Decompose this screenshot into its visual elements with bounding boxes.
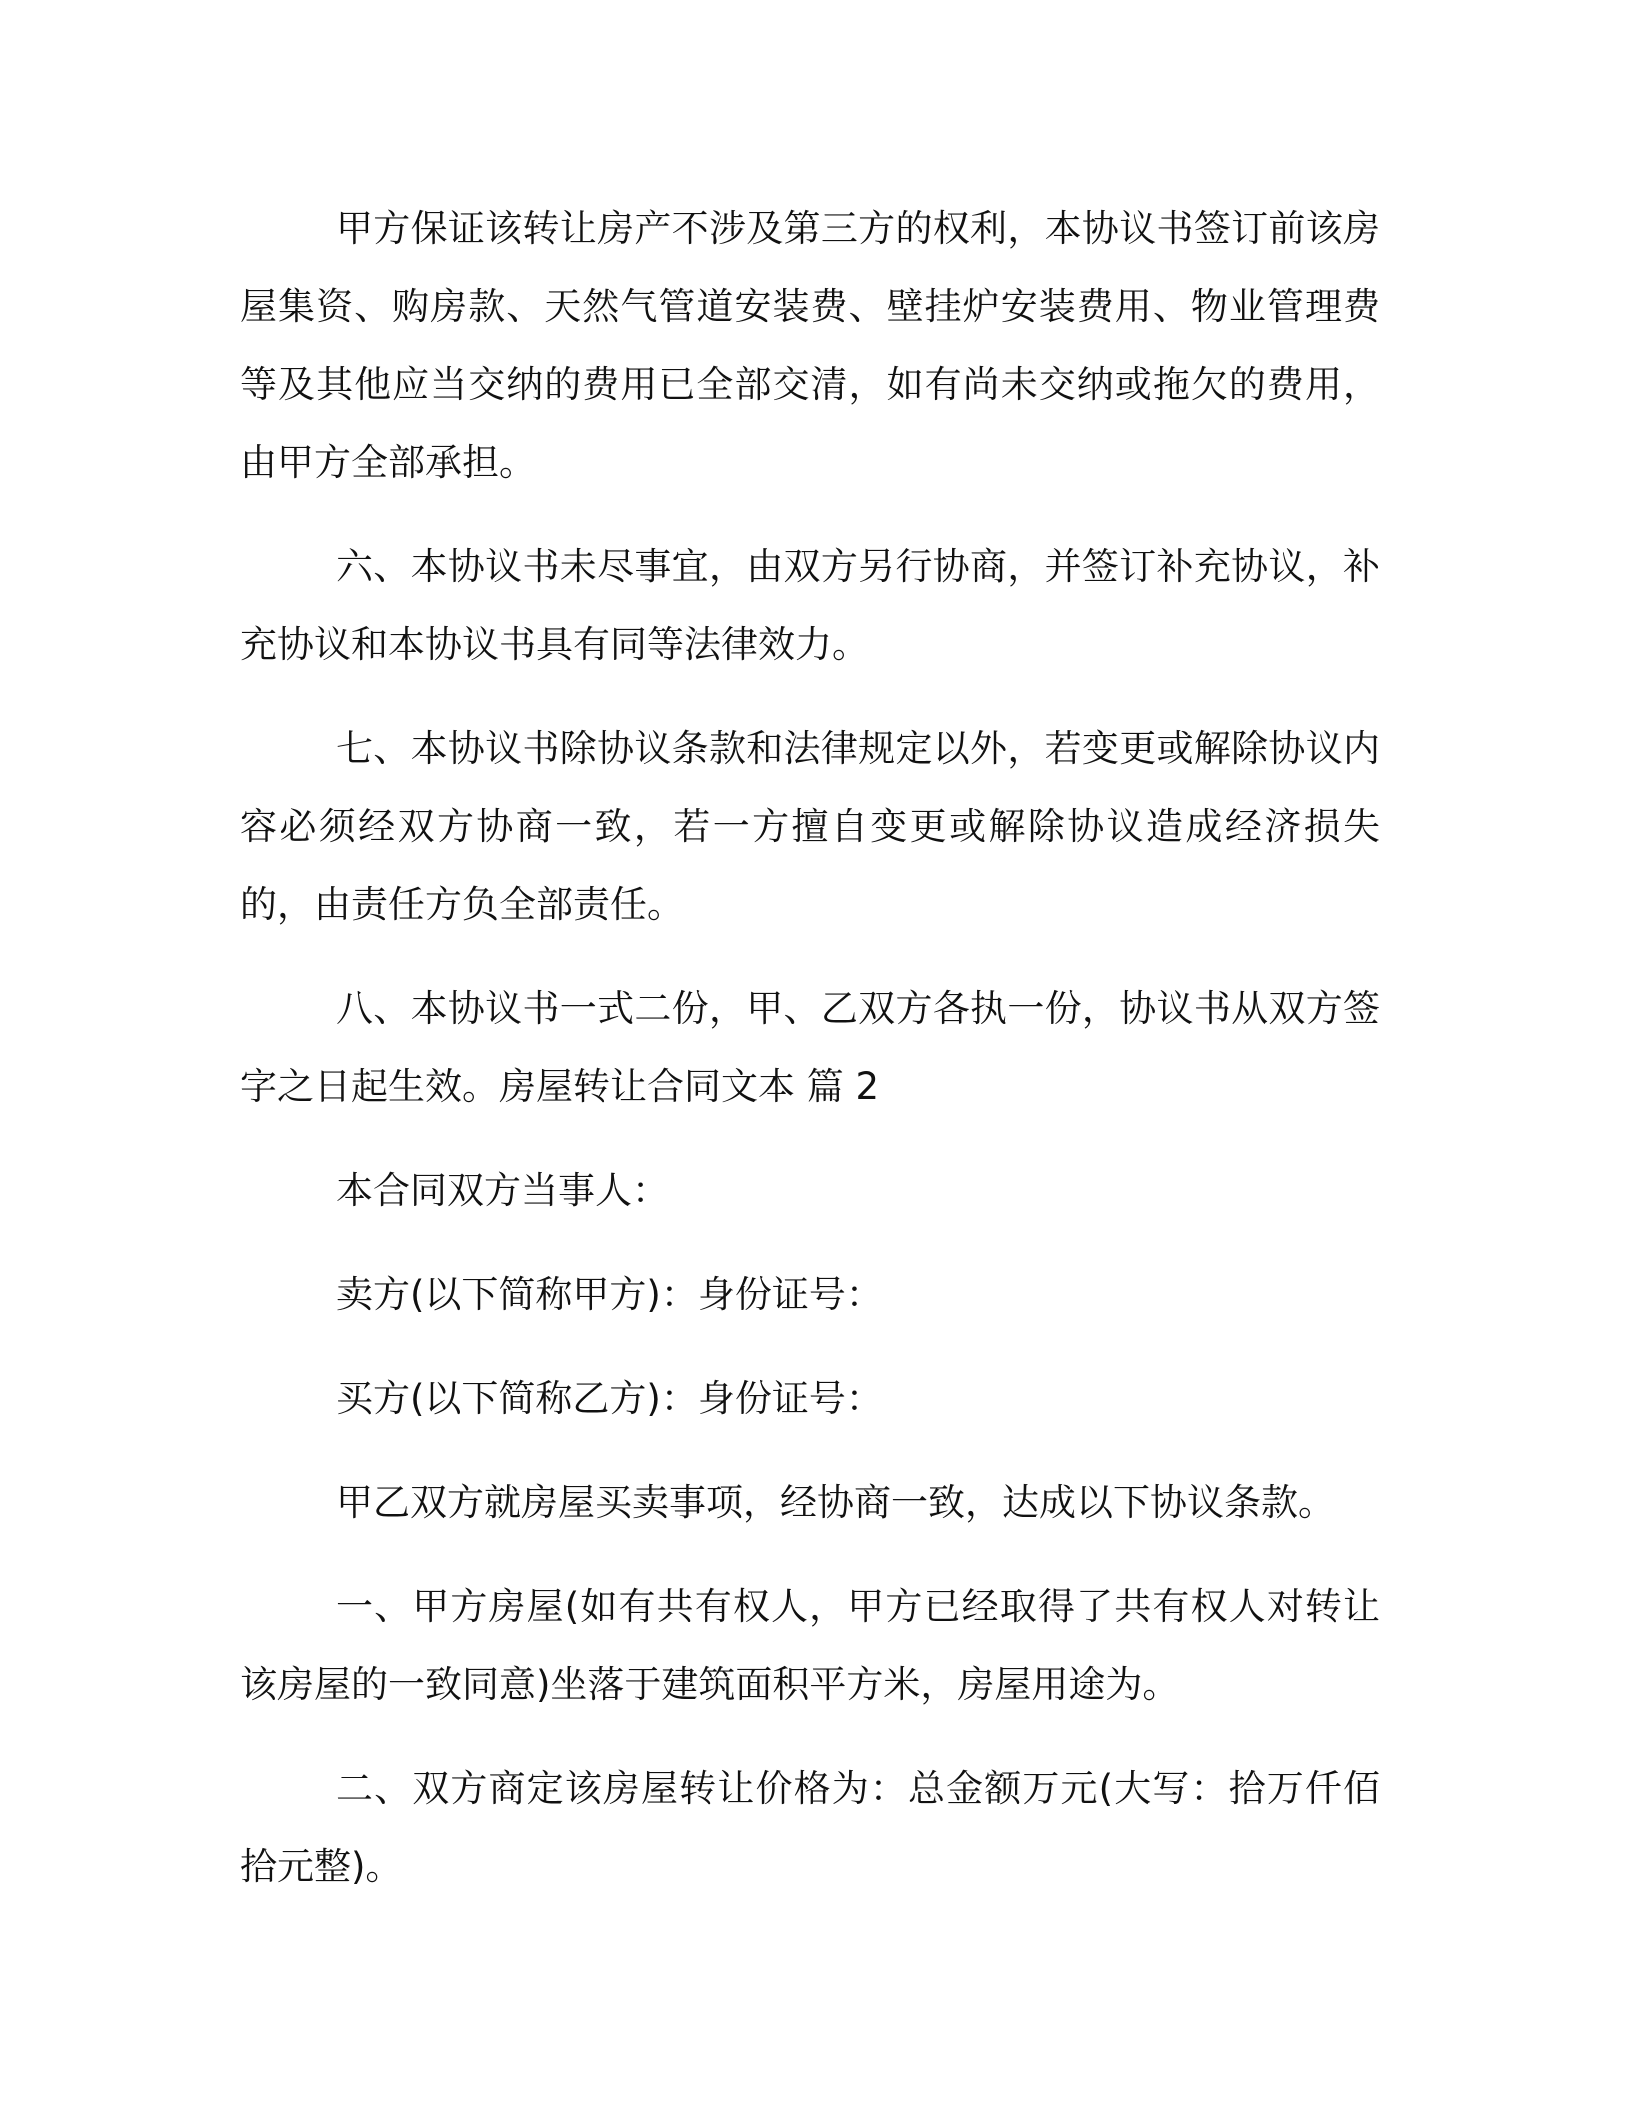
paragraph-seller: 卖方(以下简称甲方)：身份证号： bbox=[336, 1273, 883, 1316]
paragraph-clause-eight: 八、本协议书一式二份，甲、乙双方各执一份，协议书从双方签字之日起生效。房屋转让合同文本 篇 2 bbox=[240, 987, 1380, 1108]
paragraph-buyer: 买方(以下简称乙方)：身份证号： bbox=[336, 1377, 883, 1420]
paragraph-clause-seven: 七、本协议书除协议条款和法律规定以外，若变更或解除协议内容必须经双方协商一致，若一方擅自变更或解除协议造成经济损失的，由责任方负全部责任。 bbox=[240, 727, 1380, 926]
paragraph-clause-six: 六、本协议书未尽事宜，由双方另行协商，并签订补充协议，补充协议和本协议书具有同等法律效力。 bbox=[240, 545, 1380, 666]
paragraph-parties-heading: 本合同双方当事人： bbox=[336, 1169, 669, 1212]
paragraph-agreement-intro: 甲乙双方就房屋买卖事项，经协商一致，达成以下协议条款。 bbox=[336, 1481, 1335, 1524]
document-body bbox=[240, 190, 1380, 1932]
paragraph-clause-one: 一、甲方房屋(如有共有权人，甲方已经取得了共有权人对转让该房屋的一致同意)坐落于建筑面积平方米，房屋用途为。 bbox=[240, 1585, 1380, 1706]
paragraph-clause-two: 二、双方商定该房屋转让价格为：总金额万元(大写：拾万仟佰拾元整)。 bbox=[240, 1767, 1380, 1888]
paragraph-payment-guarantee: 甲方保证该转让房产不涉及第三方的权利，本协议书签订前该房屋集资、购房款、天然气管道安装费、壁挂炉安装费用、物业管理费等及其他应当交纳的费用已全部交清，如有尚未交纳或拖欠的费用，由甲方全部承担。 bbox=[240, 207, 1380, 484]
